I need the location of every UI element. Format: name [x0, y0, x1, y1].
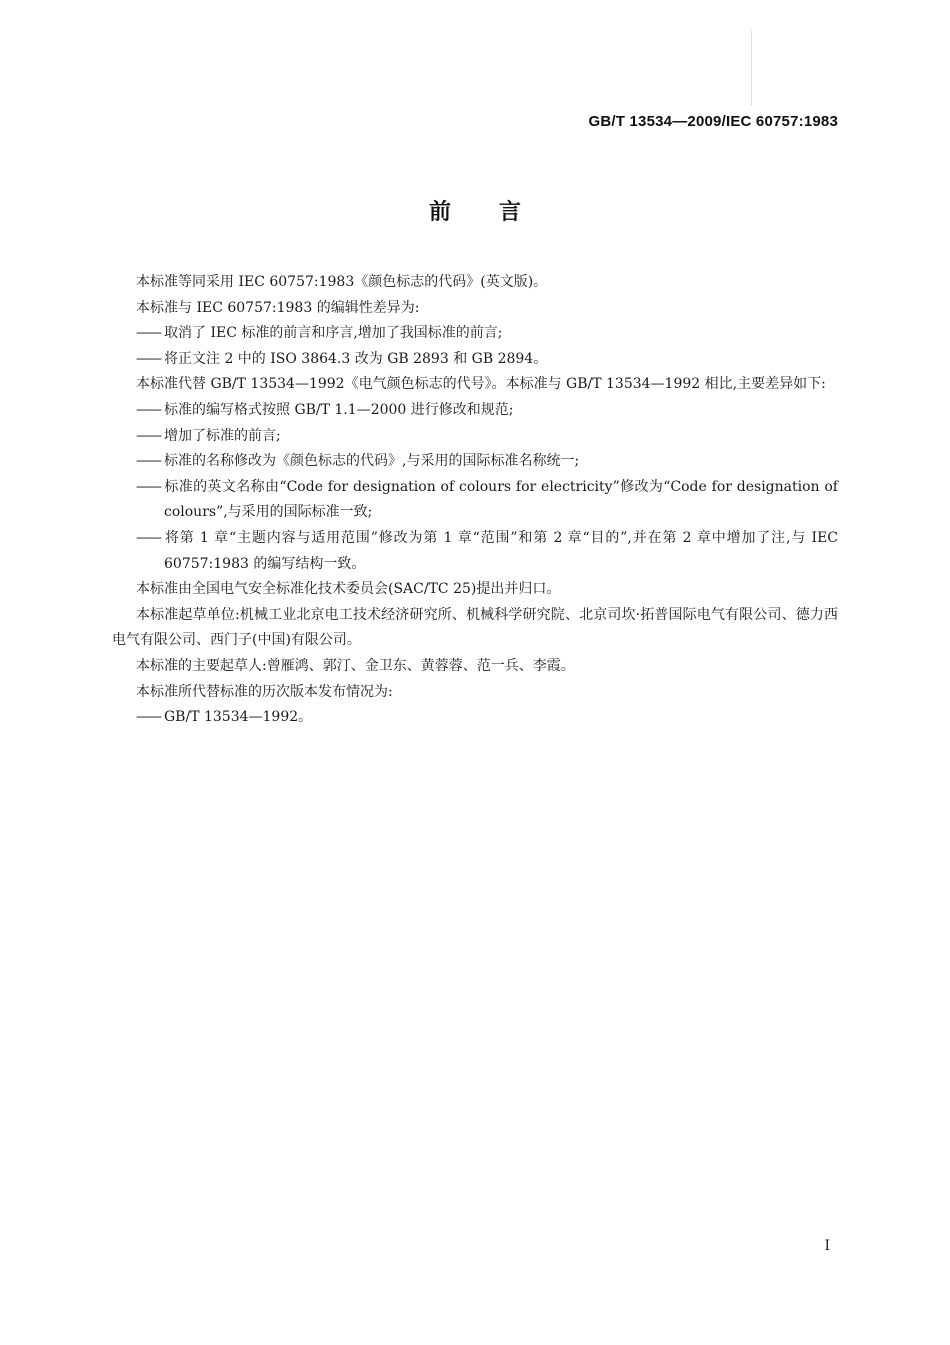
list-item [112, 347, 838, 373]
paragraph-editorial-differences: 本标准与 IEC 60757:1983 的编辑性差异为: [136, 299, 420, 316]
dash-marker: —— [136, 427, 160, 444]
list-item [112, 398, 838, 424]
list-item-text: 标准的编写格式按照 GB/T 1.1—2000 进行修改和规范; [164, 401, 514, 418]
list-item-text: 取消了 IEC 标准的前言和序言,增加了我国标准的前言; [164, 325, 503, 342]
paragraph-drafters: 本标准的主要起草人:曾雁鸿、郭汀、金卫东、黄蓉蓉、范一兵、李霞。 [136, 657, 575, 674]
paragraph-adoption: 本标准等同采用 IEC 60757:1983《颜色标志的代码》(英文版)。 [136, 274, 548, 290]
list-item-text: 标准的名称修改为《颜色标志的代码》,与采用的国际标准名称统一; [164, 453, 580, 470]
dash-marker: —— [136, 401, 160, 418]
list-item-text: GB/T 13534—1992。 [164, 709, 313, 726]
list-item [112, 475, 838, 526]
list-item-text: 增加了标准的前言; [164, 427, 281, 444]
list-item [112, 321, 838, 347]
list-item-text: 将正文注 2 中的 ISO 3864.3 改为 GB 2893 和 GB 2894。 [164, 350, 548, 367]
paragraph-history: 本标准所代替标准的历次版本发布情况为: [136, 683, 393, 700]
page-number: I [824, 1238, 830, 1254]
list-item [112, 526, 838, 577]
dash-marker: —— [136, 350, 160, 367]
paragraph-replaces: 本标准代替 GB/T 13534—1992《电气颜色标志的代号》。本标准与 GB/T 13534—1992 相比,主要差异如下: [136, 376, 826, 393]
dash-marker: —— [136, 325, 160, 342]
dash-marker: —— [136, 529, 160, 546]
list-item [112, 424, 838, 450]
dash-marker: —— [136, 478, 160, 495]
scan-margin-mark [751, 30, 752, 105]
foreword-body [112, 270, 838, 731]
page-title: 前言 [428, 200, 569, 225]
paragraph-proposed-by: 本标准由全国电气安全标准化技术委员会(SAC/TC 25)提出并归口。 [136, 581, 561, 598]
dash-marker: —— [136, 709, 160, 726]
paragraph-drafting-units: 本标准起草单位:机械工业北京电工技术经济研究所、机械科学研究院、北京司坎·拓普国际电气有限公司、德力西电气有限公司、西门子(中国)有限公司。 [112, 606, 838, 649]
dash-marker: —— [136, 453, 160, 470]
standard-code-header: GB/T 13534—2009/IEC 60757:1983 [588, 113, 838, 130]
list-item-text: 标准的英文名称由“Code for designation of colours for electricity”修改为“Code for designation of colours”,与采用的国际标准一致; [164, 478, 838, 521]
list-item [112, 449, 838, 475]
list-item-text: 将第 1 章“主题内容与适用范围”修改为第 1 章“范围”和第 2 章“目的”,并在第 2 章中增加了注,与 IEC 60757:1983 的编写结构一致。 [164, 529, 838, 572]
list-item [112, 705, 838, 731]
